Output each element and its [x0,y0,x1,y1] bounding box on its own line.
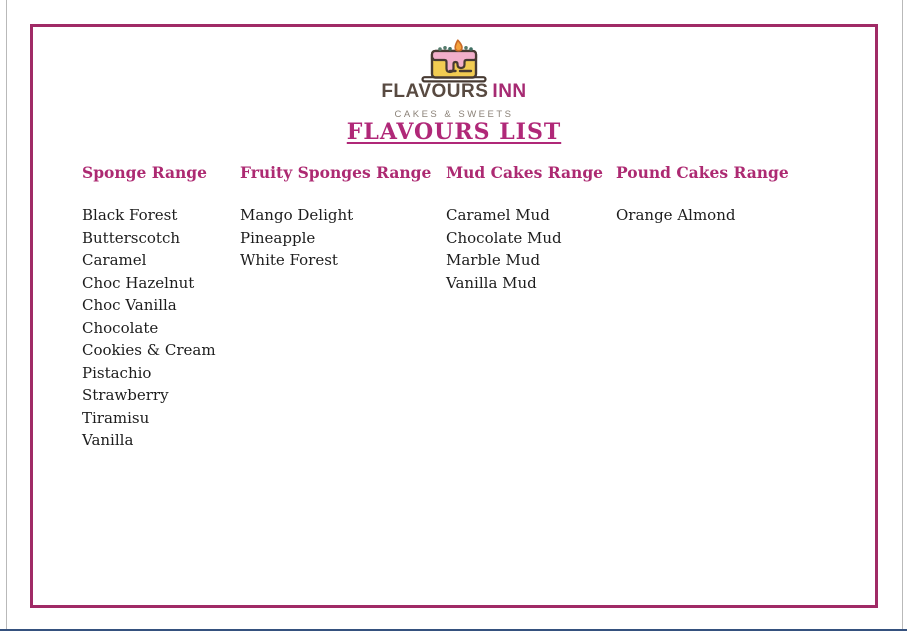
page-edge-line-left [6,0,7,629]
list-item: Strawberry [82,386,169,404]
list-item: Tiramisu [82,408,150,427]
column-fruity-sponges-range [240,163,431,272]
column-header: Pound Cakes Range [616,163,789,182]
list-item: Orange Almond [616,206,736,224]
list-item: Vanilla Mud [446,273,537,292]
page-edge-line-right [902,0,903,629]
brand-name-secondary: INN [492,81,527,102]
brand-name-primary: FLAVOURS [381,81,489,102]
column-items [616,204,789,227]
window-bottom-border [0,629,907,631]
list-item: Marble Mud [446,251,541,269]
list-item: Caramel Mud [446,206,550,224]
list-item: Choc Hazelnut [82,273,195,292]
list-item: Cookies & Cream [82,341,216,359]
list-item: Caramel [82,251,147,269]
brand-name [381,81,526,102]
list-item: White Forest [240,251,338,269]
column-pound-cakes-range [616,163,789,227]
column-header: Mud Cakes Range [446,163,604,182]
list-item: Black Forest [82,206,178,224]
page-title: FLAVOURS LIST [346,119,562,145]
list-item: Pineapple [240,228,316,247]
list-item: Choc Vanilla [82,296,177,314]
column-sponge-range [82,163,216,452]
list-item: Chocolate [82,318,159,337]
list-item: Butterscotch [82,228,181,247]
logo-block [30,37,878,87]
column-header: Sponge Range [82,163,207,182]
list-item: Chocolate Mud [446,228,562,247]
list-item: Vanilla [82,431,134,449]
list-item: Mango Delight [240,206,354,224]
column-mud-cakes-range [446,163,603,294]
brand-tagline: CAKES & SWEETS [394,109,514,120]
column-items [446,204,603,294]
column-header: Fruity Sponges Range [240,163,432,182]
column-items [82,204,216,452]
list-item: Pistachio [82,363,152,382]
cake-icon [421,37,487,83]
column-items [240,204,431,272]
